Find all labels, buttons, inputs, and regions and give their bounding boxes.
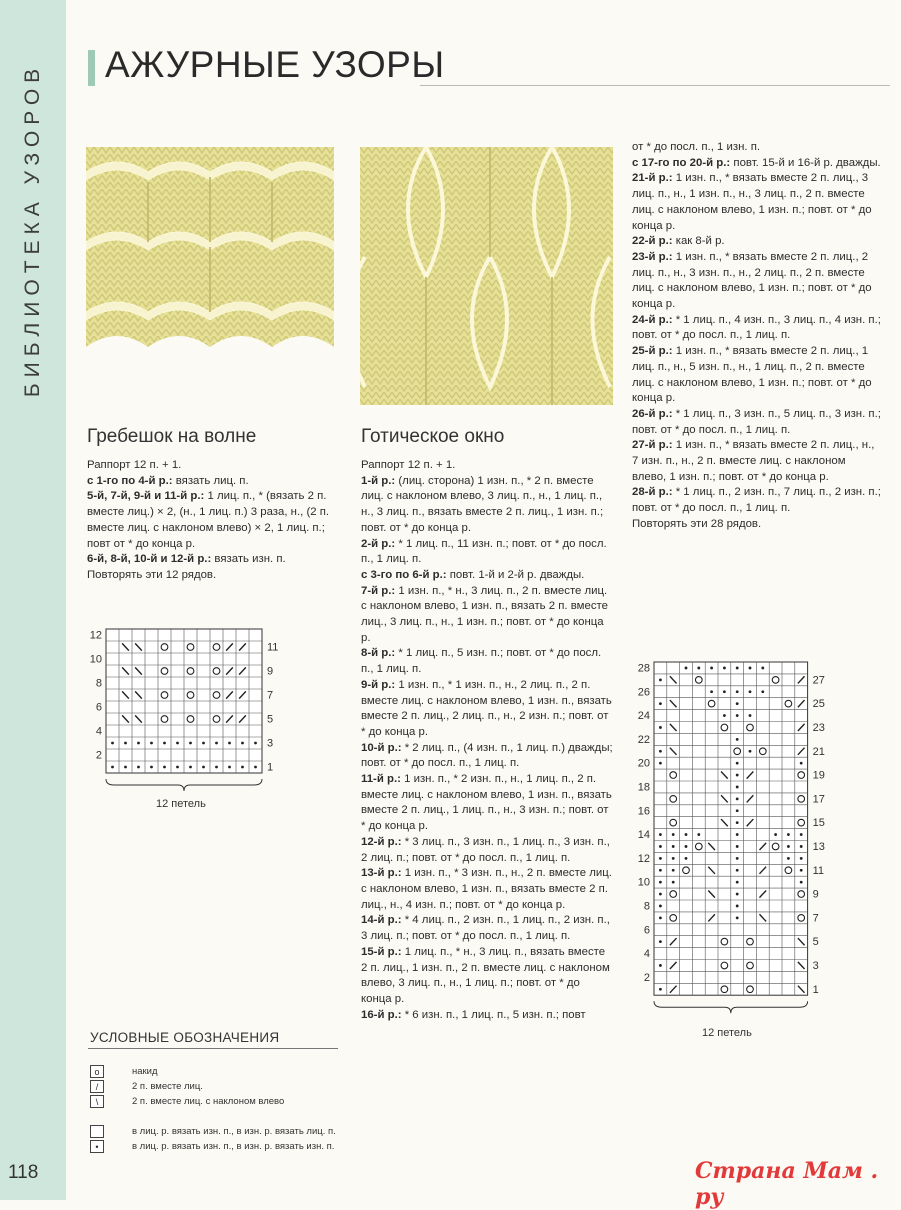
purl-symbol (736, 905, 739, 908)
pattern2-row-label: 1-й р.: (361, 474, 396, 487)
pattern2-line (361, 741, 613, 772)
chart-row-number: 5 (267, 713, 274, 726)
pattern1-row-text: вязать лиц. п. (172, 474, 249, 487)
pattern2-cont-line (632, 250, 882, 313)
chart-row-number: 22 (637, 733, 650, 746)
legend-symbol: / (90, 1080, 104, 1093)
purl-symbol (659, 905, 662, 908)
purl-symbol (736, 702, 739, 705)
chart-row-number: 20 (637, 757, 650, 770)
pattern2-line (361, 835, 613, 866)
purl-symbol (800, 762, 803, 765)
purl-symbol (736, 869, 739, 872)
sidebar-title: БИБЛИОТЕКА УЗОРОВ (21, 62, 44, 398)
purl-symbol (736, 690, 739, 693)
chart-row-number: 23 (812, 722, 825, 735)
chart-row-number: 9 (812, 888, 819, 901)
chart-row-number: 13 (812, 841, 825, 854)
pattern2-line (361, 568, 613, 584)
chart-row-number: 4 (95, 725, 102, 738)
pattern1-line (87, 552, 337, 568)
purl-symbol (659, 940, 662, 943)
pattern2-row-text: Раппорт 12 п. + 1. (361, 459, 456, 471)
purl-symbol (749, 667, 752, 670)
chart-row-number: 17 (812, 793, 825, 806)
pattern2-row-label: 10-й р.: (361, 741, 402, 754)
pattern2-line (361, 866, 613, 913)
purl-symbol (215, 766, 218, 769)
chart-row-number: 18 (637, 781, 650, 794)
pattern2-row-label: 2-й р.: (361, 537, 396, 550)
pattern2-cont-row-text: Повторять эти 28 рядов. (632, 517, 762, 530)
chart-row-number: 7 (267, 689, 274, 702)
purl-symbol (659, 893, 662, 896)
purl-symbol (241, 742, 244, 745)
pattern2-row-text: * 2 лиц. п., (4 изн. п., 1 лиц. п.) дважды; повт. от * до посл. п., 1 лиц. п. (361, 741, 613, 770)
purl-symbol (163, 742, 166, 745)
pattern2-row-label: 11-й р.: (361, 773, 401, 786)
purl-symbol (800, 833, 803, 836)
legend-label: накид (132, 1066, 158, 1077)
pattern2-chart (632, 660, 832, 1010)
purl-symbol (736, 916, 739, 919)
pattern2-photo (360, 147, 613, 405)
pattern2-line (361, 474, 613, 537)
pattern2-row-text: * 6 изн. п., 1 лиц. п., 5 изн. п.; повт (401, 1008, 586, 1021)
pattern2-row-text: 1 лиц. п., * н., 3 лиц. п., вязать вместе 2 п. лиц., 1 изн. п., 2 п. вместе лиц. с наклоном влево, 3 лиц. п., н., 1 лиц. п.; повт. от * до конца р. (361, 945, 610, 1005)
purl-symbol (800, 869, 803, 872)
pattern2-cont-row-text: как 8-й р. (672, 235, 725, 248)
purl-symbol (137, 742, 140, 745)
purl-symbol (659, 678, 662, 681)
chart-row-number: 8 (95, 677, 102, 690)
legend-label: в лиц. р. вязать изн. п., в изн. р. вязать изн. п. (132, 1141, 335, 1152)
pattern2-line (361, 458, 613, 474)
purl-symbol (736, 774, 739, 777)
sidebar (0, 0, 66, 1200)
pattern2-row-label: 16-й р.: (361, 1008, 402, 1021)
purl-symbol (685, 857, 688, 860)
purl-symbol (241, 766, 244, 769)
watermark: Страна Мам . ру (695, 1158, 879, 1210)
legend-symbol: \ (90, 1095, 104, 1108)
chart-row-number: 16 (637, 805, 650, 818)
purl-symbol (710, 690, 713, 693)
purl-symbol (659, 702, 662, 705)
page-title: АЖУРНЫЕ УЗОРЫ (105, 44, 445, 85)
pattern2-line (361, 772, 613, 835)
pattern2-row-label: 7-й р.: (361, 584, 396, 597)
pattern2-cont-row-text: от * до посл. п., 1 изн. п. (632, 141, 761, 153)
purl-symbol (685, 845, 688, 848)
purl-symbol (189, 742, 192, 745)
pattern1-name: Гребешок на волне (87, 426, 257, 447)
pattern2-row-label: 13-й р.: (361, 867, 402, 880)
purl-symbol (111, 766, 114, 769)
purl-symbol (736, 786, 739, 789)
purl-symbol (189, 766, 192, 769)
chart-row-number: 11 (267, 641, 279, 654)
chart-row-number: 5 (812, 936, 819, 949)
legend-label: 2 п. вместе лиц. (132, 1081, 203, 1092)
purl-symbol (163, 766, 166, 769)
pattern2-cont-row-text: 1 изн. п., * вязать вместе 2 п. лиц., 3 лиц. п., н., 1 изн. п., н., 3 лиц. п., 2 п. вместе лиц. с наклоном влево, 1 изн. п.; повт. от * до конца р. (632, 172, 872, 232)
purl-symbol (723, 690, 726, 693)
pattern1-chart-caption: 12 петель (156, 798, 206, 810)
pattern1-row-text: Раппорт 12 п. + 1. (87, 459, 182, 471)
chart-row-number: 4 (643, 948, 650, 961)
header-rule (420, 85, 890, 86)
purl-symbol (659, 726, 662, 729)
purl-symbol (672, 845, 675, 848)
pattern2-cont-row-label: 24-й р.: (632, 313, 673, 326)
purl-symbol (202, 766, 205, 769)
pattern1-line (87, 474, 337, 490)
purl-symbol (749, 690, 752, 693)
purl-symbol (787, 833, 790, 836)
chart-row-number: 6 (643, 924, 650, 937)
purl-symbol (736, 857, 739, 860)
legend-item (90, 1124, 336, 1139)
purl-symbol (736, 797, 739, 800)
pattern2-row-label: 8-й р.: (361, 647, 396, 660)
pattern2-cont-row-label: 27-й р.: (632, 439, 673, 452)
pattern1-row-text: Повторять эти 12 рядов. (87, 568, 217, 581)
pattern2-chart-caption: 12 петель (702, 1027, 752, 1039)
purl-symbol (659, 881, 662, 884)
pattern2-cont-line (632, 156, 882, 172)
purl-symbol (736, 821, 739, 824)
legend-item (90, 1094, 284, 1109)
pattern1-row-text: 1 лиц. п., * (вязать 2 п. вместе лиц.) × 2, (н., 1 лиц. п.) 3 раза, н., (2 п. вместе лиц. с наклоном влево) × 2, 1 лиц. п.; повт от * до конца р. (87, 490, 330, 550)
chart-row-number: 12 (637, 852, 650, 865)
purl-symbol (800, 845, 803, 848)
legend-symbol (90, 1125, 104, 1138)
pattern2-cont-line (632, 313, 882, 344)
chart-row-number: 28 (637, 662, 650, 675)
purl-symbol (685, 667, 688, 670)
purl-symbol (672, 833, 675, 836)
pattern2-row-text: * 3 лиц. п., 3 изн. п., 1 лиц. п., 3 изн. п., 2 лиц. п.; повт. от * до посл. п., 1 лиц. п. (361, 835, 610, 864)
pattern1-instructions (87, 458, 337, 584)
pattern2-cont-line (632, 234, 882, 250)
purl-symbol (228, 766, 231, 769)
chart-brace (654, 1001, 808, 1013)
pattern2-cont-line (632, 517, 882, 533)
pattern1-row-label: с 1-го по 4-й р.: (87, 474, 173, 487)
pattern1-line (87, 458, 337, 474)
legend-rule (88, 1048, 338, 1049)
pattern2-cont-row-text: * 1 лиц. п., 2 изн. п., 7 лиц. п., 2 изн. п.; повт. от * до посл. п., 1 лиц. п. (632, 486, 881, 515)
purl-symbol (202, 742, 205, 745)
pattern2-cont-line (632, 171, 882, 234)
chart-row-number: 10 (637, 876, 650, 889)
pattern2-row-text: * 4 лиц. п., 2 изн. п., 1 лиц. п., 2 изн. п., 3 лиц. п.; повт. от * до посл. п., 1 лиц. п. (361, 914, 610, 943)
legend-symbol: • (90, 1140, 104, 1153)
pattern2-row-text: 1 изн. п., * 2 изн. п., н., 1 лиц. п., 2 п. вместе лиц. с наклоном влево, 1 изн. п., вязать вместе 2 п. лиц., 1 лиц. п., н., 3 изн. п.; повт. от * до конца р. (361, 773, 612, 833)
pattern2-cont-row-text: * 1 лиц. п., 3 изн. п., 5 лиц. п., 3 изн. п.; повт. от * до посл. п., 1 лиц. п. (632, 407, 881, 436)
pattern2-cont-row-text: 1 изн. п., * вязать вместе 2 п. лиц., 2 лиц. п., н., 3 изн. п., н., 2 лиц. п., 2 п. вместе лиц. с наклоном влево, 1 изн. п.; повт. от * до конца р. (632, 250, 872, 311)
purl-symbol (723, 714, 726, 717)
purl-symbol (787, 857, 790, 860)
pattern2-line (361, 537, 613, 568)
legend-item (90, 1079, 203, 1094)
pattern2-line (361, 913, 613, 944)
purl-symbol (659, 833, 662, 836)
purl-symbol (723, 667, 726, 670)
pattern2-instructions (361, 458, 613, 1023)
purl-symbol (659, 845, 662, 848)
purl-symbol (736, 845, 739, 848)
purl-symbol (659, 964, 662, 967)
pattern2-cont-row-label: 28-й р.: (632, 486, 673, 499)
purl-symbol (736, 809, 739, 812)
chart-row-number: 9 (267, 665, 274, 678)
chart-row-number: 3 (812, 960, 819, 973)
chart-row-number: 11 (812, 864, 825, 877)
legend-label: в лиц. р. вязать изн. п., в изн. р. вязать лиц. п. (132, 1126, 336, 1137)
pattern2-cont-row-text: повт. 15-й и 16-й р. дважды. (730, 156, 881, 169)
pattern2-cont-row-label: 22-й р.: (632, 235, 673, 248)
pattern2-cont-line (632, 344, 882, 407)
purl-symbol (176, 766, 179, 769)
chart-row-number: 6 (95, 701, 102, 714)
purl-symbol (774, 833, 777, 836)
chart-row-number: 15 (812, 817, 825, 830)
purl-symbol (710, 667, 713, 670)
pattern2-row-label: 12-й р.: (361, 835, 402, 848)
pattern2-cont-row-label: с 17-го по 20-й р.: (632, 156, 731, 169)
pattern2-row-text: 1 изн. п., * 1 изн. п., н., 2 лиц. п., 2 п. вместе лиц. с наклоном влево, 1 изн. п., вязать вместе 2 п. лиц., 2 лиц. п., н., 2 изн. п.; повт. от * до конца р. (361, 678, 612, 738)
purl-symbol (736, 881, 739, 884)
chart-row-number: 12 (89, 629, 102, 642)
legend-label: 2 п. вместе лиц. с наклоном влево (132, 1096, 285, 1107)
purl-symbol (137, 766, 140, 769)
pattern1-row-text: вязать изн. п. (211, 553, 286, 566)
purl-symbol (659, 916, 662, 919)
purl-symbol (685, 833, 688, 836)
chart-row-number: 24 (637, 710, 650, 723)
page-number: 118 (8, 1162, 39, 1183)
purl-symbol (150, 766, 153, 769)
pattern1-row-label: 6-й, 8-й, 10-й и 12-й р.: (87, 553, 212, 566)
pattern2-cont-line (632, 485, 882, 516)
pattern1-line (87, 568, 337, 584)
purl-symbol (672, 869, 675, 872)
pattern2-row-text: повт. 1-й и 2-й р. дважды. (446, 568, 585, 581)
purl-symbol (176, 742, 179, 745)
purl-symbol (672, 881, 675, 884)
chart-row-number: 21 (812, 745, 825, 758)
pattern1-line (87, 489, 337, 552)
chart-row-number: 1 (812, 983, 819, 996)
purl-symbol (150, 742, 153, 745)
purl-symbol (787, 845, 790, 848)
pattern2-line (361, 1008, 613, 1024)
pattern2-row-text: * 1 лиц. п., 11 изн. п.; повт. от * до посл. п., 1 лиц. п. (361, 537, 607, 566)
purl-symbol (749, 714, 752, 717)
chart-row-number: 26 (637, 686, 650, 699)
purl-symbol (736, 893, 739, 896)
chart-row-number: 14 (637, 829, 650, 842)
pattern2-row-label: 14-й р.: (361, 914, 402, 927)
purl-symbol (736, 667, 739, 670)
purl-symbol (659, 762, 662, 765)
chart-row-number: 1 (267, 761, 274, 774)
purl-symbol (254, 742, 257, 745)
purl-symbol (697, 667, 700, 670)
purl-symbol (800, 857, 803, 860)
pattern1-chart (86, 625, 286, 780)
purl-symbol (672, 857, 675, 860)
purl-symbol (736, 738, 739, 741)
pattern2-line (361, 945, 613, 1008)
purl-symbol (736, 833, 739, 836)
pattern2-row-label: с 3-го по 6-й р.: (361, 568, 447, 581)
purl-symbol (697, 833, 700, 836)
purl-symbol (761, 690, 764, 693)
chart-row-number: 27 (812, 674, 825, 687)
chart-row-number: 25 (812, 698, 825, 711)
chart-row-number: 2 (95, 749, 102, 762)
pattern2-cont-row-label: 23-й р.: (632, 250, 673, 263)
pattern2-instructions-continued (632, 140, 882, 533)
pattern2-row-text: (лиц. сторона) 1 изн. п., * 2 п. вместе лиц. с наклоном влево, 3 лиц. п., н., 1 лиц. п., н., 3 лиц. п., вязать вместе 2 п. лиц., 1 изн. п.; повт. от * до конца р. (361, 474, 604, 534)
pattern1-row-label: 5-й, 7-й, 9-й и 11-й р.: (87, 490, 205, 503)
chart-row-number: 10 (89, 653, 102, 666)
chart-row-number: 7 (812, 912, 819, 925)
pattern2-cont-line (632, 438, 882, 485)
purl-symbol (659, 857, 662, 860)
pattern2-cont-line (632, 140, 882, 156)
purl-symbol (124, 766, 127, 769)
chart-row-number: 8 (643, 900, 650, 913)
purl-symbol (228, 742, 231, 745)
pattern2-row-label: 15-й р.: (361, 945, 402, 958)
pattern2-row-text: 1 изн. п., * 3 изн. п., н., 2 п. вместе лиц. с наклоном влево, 1 изн. п., вязать вместе 2 п. лиц., н., 4 изн. п.; повт. от * до конца р. (361, 867, 612, 911)
pattern2-row-text: 1 изн. п., * н., 3 лиц. п., 2 п. вместе лиц. с наклоном влево, 1 изн. п., вязать 2 п. вместе лиц., 3 лиц. п., н., 1 изн. п.; повт. от * до конца р. (361, 584, 608, 644)
purl-symbol (749, 750, 752, 753)
chart-row-number: 19 (812, 769, 825, 782)
chart-brace (106, 779, 262, 791)
pattern2-row-label: 9-й р.: (361, 678, 396, 691)
pattern2-line (361, 678, 613, 741)
legend-symbol: o (90, 1065, 104, 1078)
purl-symbol (736, 714, 739, 717)
pattern1-photo (86, 147, 334, 369)
pattern2-cont-row-label: 21-й р.: (632, 172, 673, 185)
pattern2-cont-row-text: 1 изн. п., * вязать вместе 2 п. лиц., 1 лиц. п., н., 5 изн. п., н., 1 лиц. п., 2 п. вместе лиц. с наклоном влево, 1 изн. п.; повт. от * до конца р. (632, 345, 872, 405)
pattern2-cont-line (632, 407, 882, 438)
pattern2-cont-row-label: 26-й р.: (632, 407, 673, 420)
purl-symbol (254, 766, 257, 769)
pattern2-cont-row-text: * 1 лиц. п., 4 изн. п., 3 лиц. п., 4 изн. п.; повт. от * до посл. п., 1 лиц. п. (632, 313, 881, 342)
purl-symbol (659, 988, 662, 991)
legend-item (90, 1064, 158, 1079)
pattern2-row-text: * 1 лиц. п., 5 изн. п.; повт. от * до посл. п., 1 лиц. п. (361, 647, 602, 676)
chart-row-number: 2 (643, 971, 650, 984)
pattern2-line (361, 584, 613, 647)
legend-title: УСЛОВНЫЕ ОБОЗНАЧЕНИЯ (90, 1030, 280, 1045)
purl-symbol (111, 742, 114, 745)
title-accent-bar (88, 50, 95, 86)
legend-item (90, 1139, 334, 1154)
purl-symbol (761, 667, 764, 670)
purl-symbol (124, 742, 127, 745)
pattern2-cont-row-label: 25-й р.: (632, 345, 673, 358)
chart-row-number: 3 (267, 737, 274, 750)
pattern2-cont-row-text: 1 изн. п., * вязать вместе 2 п. лиц., н., 7 изн. п., н., 2 п. вместе лиц. с наклоном влево, 1 изн. п.; повт. от * до конца р. (632, 439, 875, 483)
purl-symbol (659, 750, 662, 753)
purl-symbol (800, 881, 803, 884)
purl-symbol (215, 742, 218, 745)
pattern2-line (361, 646, 613, 677)
purl-symbol (736, 762, 739, 765)
pattern2-name: Готическое окно (361, 426, 505, 447)
purl-symbol (659, 869, 662, 872)
